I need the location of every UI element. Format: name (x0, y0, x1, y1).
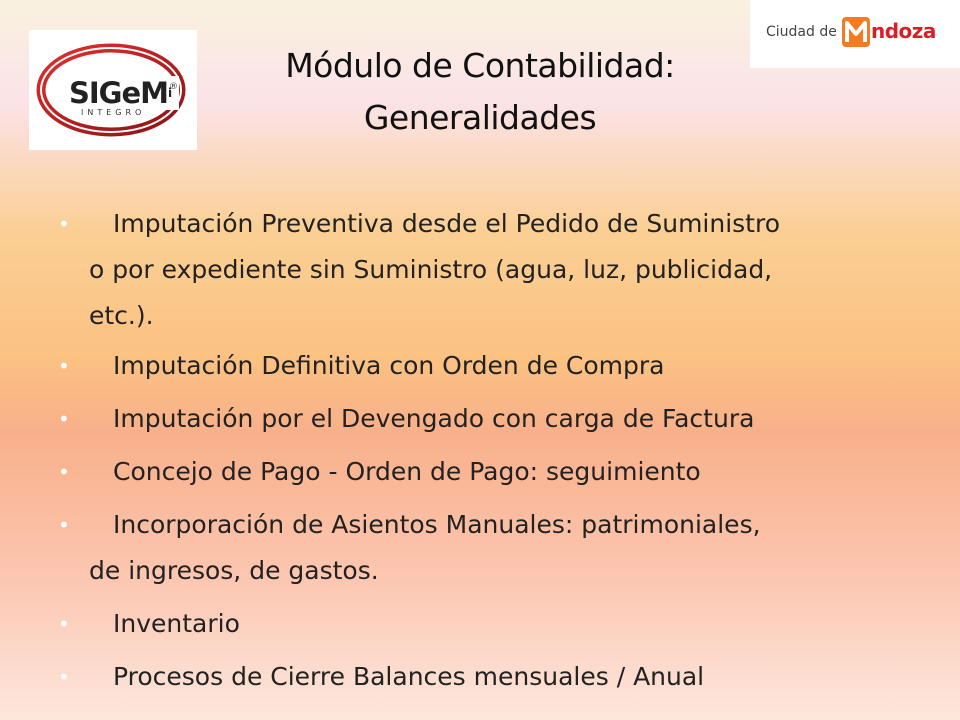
list-item-text: Imputación por el Devengado con carga de Factura (113, 404, 755, 433)
page-title-line1: Módulo de Contabilidad: (285, 46, 675, 85)
list-item-text: Incorporación de Asientos Manuales: patrimoniales, (113, 510, 761, 539)
list-item (58, 396, 928, 442)
list-item (58, 601, 928, 647)
page-title (200, 40, 760, 144)
sigemi-logo-wordmark: SIGeM$^i$ (69, 76, 172, 110)
list-item-text: Inventario (113, 609, 240, 638)
mendoza-m-icon (842, 15, 870, 49)
list-item (58, 502, 928, 594)
mendoza-logo-brand (842, 14, 952, 50)
mendoza-logo (750, 0, 960, 68)
registered-mark-icon: ® (169, 82, 178, 92)
bullet-icon: • (58, 460, 70, 484)
list-item-text: Imputación Definitiva con Orden de Compra (113, 351, 665, 380)
list-item (58, 449, 928, 495)
mendoza-logo-text: Ciudad de (766, 24, 837, 40)
list-item (58, 343, 928, 389)
bullet-icon: • (58, 407, 70, 431)
bullet-icon: • (58, 665, 70, 689)
page-title-line2: Generalidades (363, 98, 597, 137)
sigemi-logo-subtext: INTEGRO (81, 108, 146, 117)
list-item-text-cont: etc.). (89, 301, 154, 330)
list-item-text: Procesos de Cierre Balances mensuales / Anual (113, 662, 705, 691)
bullet-icon: • (58, 513, 70, 537)
list-item-text: Imputación Preventiva desde el Pedido de Suministro (113, 209, 781, 238)
bullet-icon: • (58, 612, 70, 636)
list-item-text-cont: o por expediente sin Suministro (agua, luz, publicidad, (89, 255, 773, 284)
bullet-icon: • (58, 354, 70, 378)
mendoza-logo-brand-text: ndoza (871, 19, 936, 43)
bullet-list (58, 201, 928, 700)
list-item-text: Concejo de Pago - Orden de Pago: seguimiento (113, 457, 701, 486)
list-item (58, 201, 928, 339)
list-item-text-cont: de ingresos, de gastos. (89, 556, 379, 585)
bullet-icon: • (58, 212, 70, 236)
sigemi-logo (29, 30, 197, 150)
list-item (58, 654, 928, 700)
